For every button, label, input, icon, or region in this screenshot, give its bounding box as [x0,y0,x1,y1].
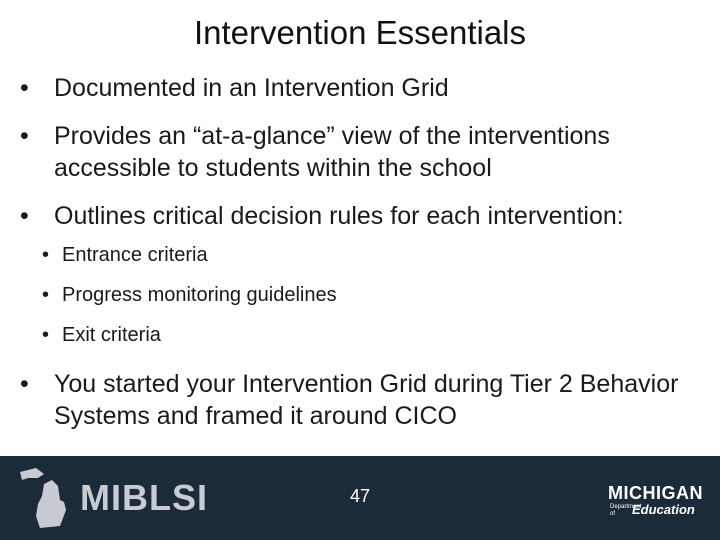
miblsi-logo [14,466,208,530]
logo-education-text: Education [632,502,695,517]
sub-bullet-item [20,282,710,308]
logo-dept-text: Department of [610,504,642,517]
bullet-icon: • [20,202,29,230]
bullet-icon: • [42,284,50,306]
bullet-list [20,72,710,448]
bullet-text: Outlines critical decision rules for each intervention: [54,202,624,230]
slide-title: Intervention Essentials [193,14,526,51]
bullet-item [20,120,710,184]
logo-michigan-text: MICHIGAN [608,483,703,503]
bullet-icon: • [42,244,50,266]
michigan-education-logo [608,483,708,517]
sub-bullet-item [20,322,710,348]
footer-bar [0,456,720,540]
bullet-icon: • [42,324,50,346]
bullet-icon: • [20,122,29,150]
bullet-text: Provides an “at-a-glance” view of the interventions accessible to students within the school [54,122,610,182]
bullet-item [20,368,710,432]
bullet-icon: • [20,370,29,398]
bullet-item [20,200,710,232]
bullet-text: You started your Intervention Grid during Tier 2 Behavior Systems and framed it around CICO [54,370,679,430]
brand-name: MIBLSI [80,477,208,518]
bullet-item [20,72,710,104]
sub-bullet-text: Entrance criteria [62,244,208,266]
sub-bullet-text: Exit criteria [62,324,161,346]
page-number: 47 [349,486,371,506]
michigan-map-icon [14,466,72,530]
sub-bullet-text: Progress monitoring guidelines [62,284,337,306]
sub-bullet-item [20,242,710,268]
bullet-icon: • [20,74,29,102]
bullet-text: Documented in an Intervention Grid [54,74,449,102]
